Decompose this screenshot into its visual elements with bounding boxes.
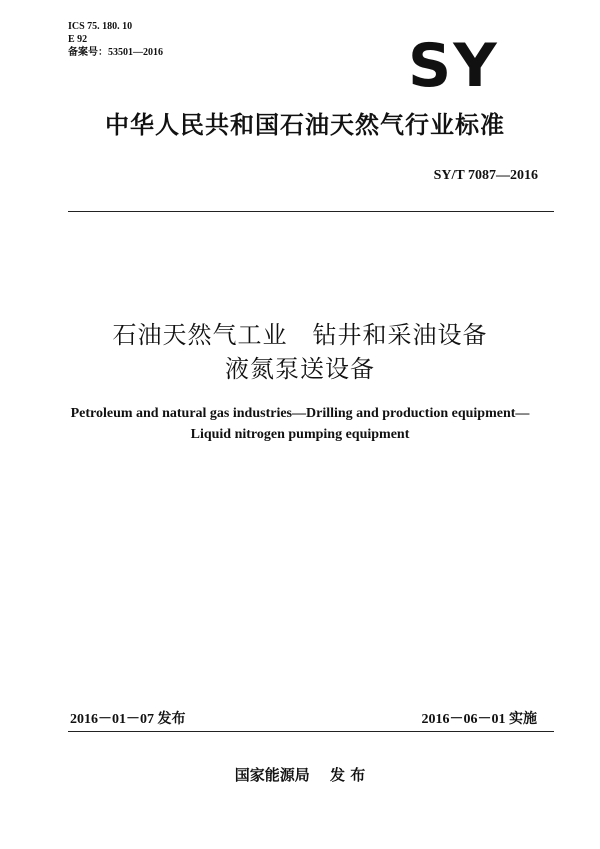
ics-code: ICS 75. 180. 10 — [68, 21, 133, 32]
classification-block — [68, 20, 163, 59]
top-divider — [68, 211, 554, 212]
chinese-title-line-1: 石油天然气工业 钻井和采油设备 — [112, 321, 488, 349]
standard-category-title: 中华人民共和国石油天然气行业标准 — [105, 111, 505, 139]
bottom-divider — [68, 731, 554, 732]
issuing-authority: 国家能源局 发 布 — [234, 766, 366, 784]
sy-logo: SY — [408, 31, 499, 101]
chinese-title-line-2: 液氮泵送设备 — [225, 355, 375, 383]
english-title-line-1: Petroleum and natural gas industries—Drilling and production equipment— — [70, 406, 530, 421]
ccs-code: E 92 — [68, 34, 88, 45]
filing-number: 备案号：53501—2016 — [68, 47, 163, 58]
implementation-date: 2016－06－01 实施 — [421, 712, 537, 727]
issue-date: 2016－01－07 发布 — [70, 712, 186, 727]
standard-number: SY/T 7087—2016 — [433, 168, 538, 183]
english-title-line-2: Liquid nitrogen pumping equipment — [190, 427, 410, 442]
